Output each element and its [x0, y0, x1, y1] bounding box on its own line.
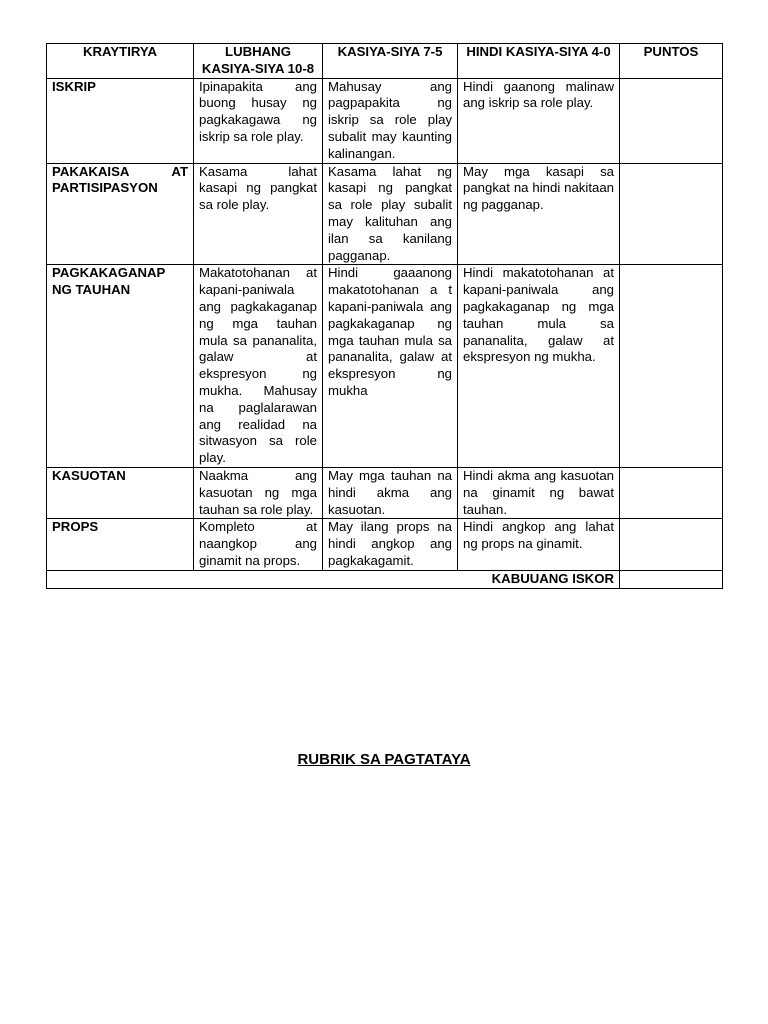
page-title: RUBRIK SA PAGTATAYA — [297, 751, 471, 768]
rubric-table — [46, 43, 723, 589]
criterion-cell: PAKAKAISA AT PARTISIPASYON — [47, 163, 194, 265]
header-level3: HINDI KASIYA-SIYA 4-0 — [458, 44, 620, 79]
level3-cell: Hindi angkop ang lahat ng props na ginamit. — [458, 519, 620, 570]
points-cell — [620, 78, 723, 163]
points-cell — [620, 467, 723, 518]
points-cell — [620, 519, 723, 570]
points-cell — [620, 265, 723, 468]
points-cell — [620, 163, 723, 265]
level2-cell: Mahusay ang pagpapakita ng iskrip sa role play subalit may kaunting kalinangan. — [323, 78, 458, 163]
header-points: PUNTOS — [620, 44, 723, 79]
table-row — [47, 163, 723, 265]
total-spacer — [47, 570, 458, 588]
criterion-cell: ISKRIP — [47, 78, 194, 163]
level3-cell: May mga kasapi sa pangkat na hindi nakitaan ng pagganap. — [458, 163, 620, 265]
level2-cell: May mga tauhan na hindi akma ang kasuotan. — [323, 467, 458, 518]
criterion-cell: PROPS — [47, 519, 194, 570]
level1-cell: Naakma ang kasuotan ng mga tauhan sa role play. — [194, 467, 323, 518]
table-row — [47, 265, 723, 468]
total-row — [47, 570, 723, 588]
total-score-cell — [620, 570, 723, 588]
table-row — [47, 78, 723, 163]
level1-cell: Kasama lahat kasapi ng pangkat sa role play. — [194, 163, 323, 265]
level2-cell: Kasama lahat ng kasapi ng pangkat sa role play subalit may kalituhan ang ilan sa kanilang pagganap. — [323, 163, 458, 265]
header-criteria: KRAYTIRYA — [47, 44, 194, 79]
level3-cell: Hindi makatotohanan at kapani-paniwala ang pagkakaganap ng mga tauhan mula sa pananalita, galaw at ekspresyon ng mukha. — [458, 265, 620, 468]
header-level1: LUBHANG KASIYA-SIYA 10-8 — [194, 44, 323, 79]
level2-cell: May ilang props na hindi angkop ang pagkakagamit. — [323, 519, 458, 570]
criterion-cell: KASUOTAN — [47, 467, 194, 518]
level1-cell: Ipinapakita ang buong husay ng pagkakagawa ng iskrip sa role play. — [194, 78, 323, 163]
level3-cell: Hindi akma ang kasuotan na ginamit ng bawat tauhan. — [458, 467, 620, 518]
header-level2: KASIYA-SIYA 7-5 — [323, 44, 458, 79]
criterion-cell: PAGKAKAGANAP NG TAUHAN — [47, 265, 194, 468]
level3-cell: Hindi gaanong malinaw ang iskrip sa role play. — [458, 78, 620, 163]
table-row — [47, 467, 723, 518]
total-label: KABUUANG ISKOR — [458, 570, 620, 588]
header-row — [47, 44, 723, 79]
level1-cell: Makatotohanan at kapani-paniwala ang pagkakaganap ng mga tauhan mula sa pananalita, galaw at ekspresyon ng mukha. Mahusay na paglalarawan ang realidad na sitwasyon sa role play. — [194, 265, 323, 468]
table-row — [47, 519, 723, 570]
level1-cell: Kompleto at naangkop ang ginamit na props. — [194, 519, 323, 570]
level2-cell: Hindi gaaanong makatotohanan a t kapani-paniwala ang pagkakaganap ng mga tauhan mula sa pananalita, galaw at ekspresyon ng mukha — [323, 265, 458, 468]
